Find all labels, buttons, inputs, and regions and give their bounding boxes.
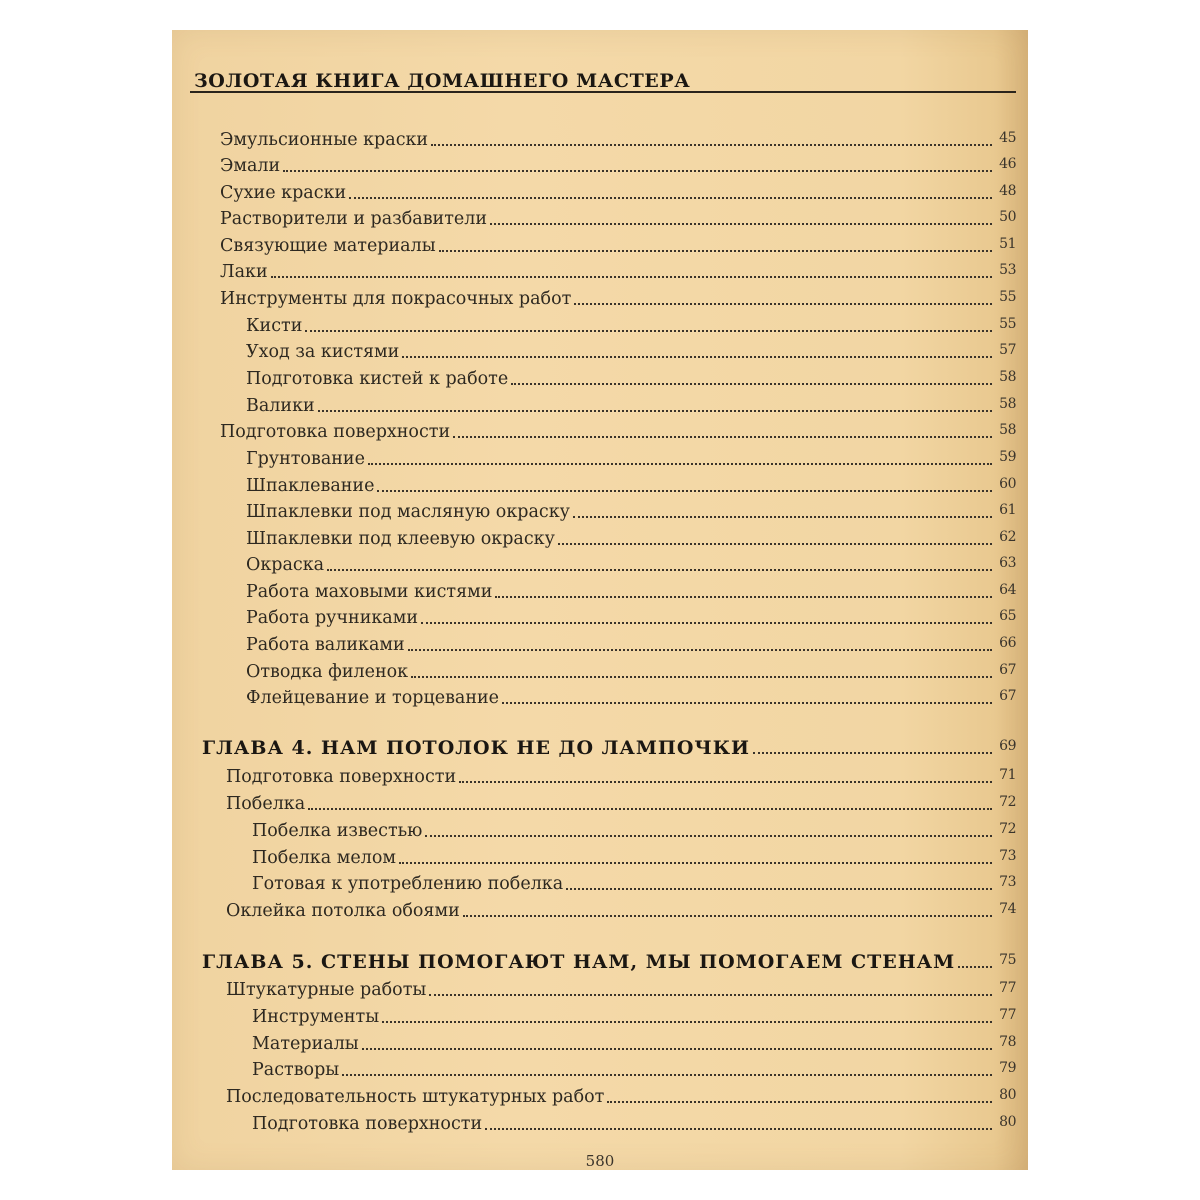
toc-entry-page: 78	[999, 1034, 1016, 1050]
toc-entry	[246, 684, 1016, 710]
dot-leader	[573, 516, 992, 518]
toc-chapter-title: ГЛАВА 5. СТЕНЫ ПОМОГАЮТ НАМ, МЫ ПОМОГАЕМ СТЕНАМ	[202, 951, 956, 973]
toc-entry	[220, 152, 1016, 178]
toc-entry-page: 69	[999, 738, 1016, 754]
toc-entry	[246, 498, 1016, 524]
toc-entry-page: 57	[999, 342, 1016, 358]
toc-entry-title: Шпаклевки под клеевую окраску	[246, 529, 555, 549]
toc-entry-title: Сухие краски	[220, 183, 347, 203]
dot-leader	[463, 915, 992, 917]
toc-entry	[246, 658, 1016, 684]
dot-leader	[327, 569, 992, 571]
dot-leader	[308, 808, 992, 810]
toc-entry-title: Лаки	[220, 262, 268, 282]
toc-entry-page: 61	[999, 502, 1016, 518]
toc-entry-page: 58	[999, 422, 1016, 438]
dot-leader	[511, 383, 992, 385]
toc-entry-title: Флейцевание и торцевание	[246, 688, 500, 708]
dot-leader	[431, 144, 992, 146]
toc-entry	[226, 976, 1016, 1002]
toc-entry-title: Подготовка кистей к работе	[246, 369, 509, 389]
toc-entry-title: Оклейка потолка обоями	[226, 901, 460, 921]
toc-entry-page: 75	[999, 952, 1016, 968]
dot-leader	[439, 250, 992, 252]
dot-leader	[429, 994, 992, 996]
running-head-title: ЗОЛОТАЯ КНИГА ДОМАШНЕГО МАСТЕРА	[194, 70, 691, 92]
toc-entry	[220, 258, 1016, 284]
toc-entry	[220, 179, 1016, 205]
toc-entry	[252, 870, 1016, 896]
toc-entry-title: Уход за кистями	[246, 342, 400, 362]
toc-entry	[252, 844, 1016, 870]
toc-entry-page: 45	[999, 130, 1016, 146]
dot-leader	[271, 276, 992, 278]
dot-leader	[485, 1128, 992, 1130]
dot-leader	[305, 330, 992, 332]
toc-entry-page: 66	[999, 635, 1016, 651]
toc-entry-title: Эмульсионные краски	[220, 130, 429, 150]
toc-entry-title: Побелка мелом	[252, 848, 396, 868]
toc-entry	[246, 338, 1016, 364]
toc-entry-page: 74	[999, 901, 1016, 917]
dot-leader	[958, 966, 992, 968]
toc-entry-page: 59	[999, 449, 1016, 465]
toc-entry	[226, 790, 1016, 816]
toc-chapter-entry	[202, 948, 1016, 974]
toc-entry-page: 60	[999, 476, 1016, 492]
toc-entry-title: Растворители и разбавители	[220, 209, 488, 229]
toc-entry-page: 46	[999, 156, 1016, 172]
dot-leader	[607, 1101, 992, 1103]
dot-leader	[377, 490, 992, 492]
toc-entry	[246, 578, 1016, 604]
toc-entry	[252, 1110, 1016, 1136]
toc-entry-title: Растворы	[252, 1060, 340, 1080]
toc-entry-title: Подготовка поверхности	[226, 767, 457, 787]
toc-entry-page: 53	[999, 262, 1016, 278]
dot-leader	[753, 752, 992, 754]
toc-entry-title: Побелка известью	[252, 821, 423, 841]
dot-leader	[574, 303, 992, 305]
toc-entry-page: 73	[999, 874, 1016, 890]
toc-entry	[246, 525, 1016, 551]
toc-entry-title: Последовательность штукатурных работ	[226, 1087, 605, 1107]
toc-entry-page: 50	[999, 209, 1016, 225]
dot-leader	[425, 835, 992, 837]
dot-leader	[495, 596, 992, 598]
toc-entry-title: Работа валиками	[246, 635, 405, 655]
toc-entry	[246, 604, 1016, 630]
toc-entry	[246, 392, 1016, 418]
toc-entry-page: 72	[999, 821, 1016, 837]
toc-entry-title: Работа маховыми кистями	[246, 582, 493, 602]
dot-leader	[349, 197, 992, 199]
toc-entry-title: Материалы	[252, 1034, 359, 1054]
toc-entry-page: 48	[999, 183, 1016, 199]
toc-entry-page: 63	[999, 555, 1016, 571]
toc-chapter-title: ГЛАВА 4. НАМ ПОТОЛОК НЕ ДО ЛАМПОЧКИ	[202, 737, 750, 759]
dot-leader	[283, 170, 992, 172]
toc-entry	[252, 817, 1016, 843]
toc-entry	[220, 285, 1016, 311]
toc-entry-title: Шпаклевание	[246, 476, 375, 496]
toc-entry	[220, 126, 1016, 152]
toc-entry-page: 67	[999, 688, 1016, 704]
toc-entry-page: 58	[999, 369, 1016, 385]
dot-leader	[408, 649, 992, 651]
dot-leader	[318, 410, 992, 412]
toc-entry-title: Кисти	[246, 316, 303, 336]
toc-entry-title: Подготовка поверхности	[252, 1114, 483, 1134]
page-number: 580	[585, 1152, 615, 1170]
toc-entry-title: Готовая к употреблению побелка	[252, 874, 564, 894]
dot-leader	[459, 781, 992, 783]
toc-entry-page: 58	[999, 396, 1016, 412]
toc-entry	[246, 551, 1016, 577]
toc-entry-title: Валики	[246, 396, 315, 416]
toc-entry	[252, 1003, 1016, 1029]
dot-leader	[368, 463, 992, 465]
toc-entry	[220, 205, 1016, 231]
dot-leader	[399, 862, 992, 864]
toc-entry	[226, 763, 1016, 789]
toc-entry-title: Связующие материалы	[220, 236, 436, 256]
toc-entry	[226, 897, 1016, 923]
toc-entry	[246, 631, 1016, 657]
toc-entry	[246, 312, 1016, 338]
toc-entry-title: Шпаклевки под масляную окраску	[246, 502, 570, 522]
toc-entry-title: Эмали	[220, 156, 281, 176]
dot-leader	[421, 622, 992, 624]
toc-entry	[252, 1056, 1016, 1082]
toc-entry-title: Штукатурные работы	[226, 980, 427, 1000]
dot-leader	[362, 1048, 992, 1050]
toc-entry-page: 55	[999, 289, 1016, 305]
toc-entry-title: Подготовка поверхности	[220, 422, 451, 442]
toc-entry-page: 77	[999, 1007, 1016, 1023]
dot-leader	[382, 1021, 992, 1023]
toc-entry-title: Инструменты для покрасочных работ	[220, 289, 572, 309]
toc-entry-title: Побелка	[226, 794, 306, 814]
toc-entry-page: 80	[999, 1114, 1016, 1130]
toc-entry-title: Грунтование	[246, 449, 365, 469]
toc-entry-page: 64	[999, 582, 1016, 598]
toc-entry-page: 73	[999, 848, 1016, 864]
toc-entry-page: 65	[999, 608, 1016, 624]
dot-leader	[453, 436, 992, 438]
table-of-contents	[172, 30, 1028, 1170]
toc-entry	[246, 365, 1016, 391]
toc-entry	[246, 472, 1016, 498]
toc-entry-page: 72	[999, 794, 1016, 810]
dot-leader	[566, 888, 992, 890]
toc-entry-page: 79	[999, 1060, 1016, 1076]
toc-entry-title: Работа ручниками	[246, 608, 419, 628]
toc-entry-title: Инструменты	[252, 1007, 380, 1027]
toc-chapter-entry	[202, 734, 1016, 760]
toc-entry-title: Окраска	[246, 555, 325, 575]
toc-entry	[220, 232, 1016, 258]
toc-entry-page: 77	[999, 980, 1016, 996]
toc-entry-page: 71	[999, 767, 1016, 783]
toc-entry	[246, 445, 1016, 471]
toc-entry-page: 55	[999, 316, 1016, 332]
toc-entry	[252, 1030, 1016, 1056]
dot-leader	[342, 1074, 992, 1076]
toc-entry-page: 67	[999, 662, 1016, 678]
toc-entry-title: Отводка филенок	[246, 662, 409, 682]
toc-entry	[226, 1083, 1016, 1109]
dot-leader	[490, 223, 992, 225]
book-page	[172, 30, 1028, 1170]
toc-entry	[220, 418, 1016, 444]
dot-leader	[402, 356, 992, 358]
dot-leader	[558, 543, 992, 545]
toc-entry-page: 51	[999, 236, 1016, 252]
dot-leader	[502, 702, 992, 704]
toc-entry-page: 62	[999, 529, 1016, 545]
dot-leader	[411, 676, 992, 678]
toc-entry-page: 80	[999, 1087, 1016, 1103]
